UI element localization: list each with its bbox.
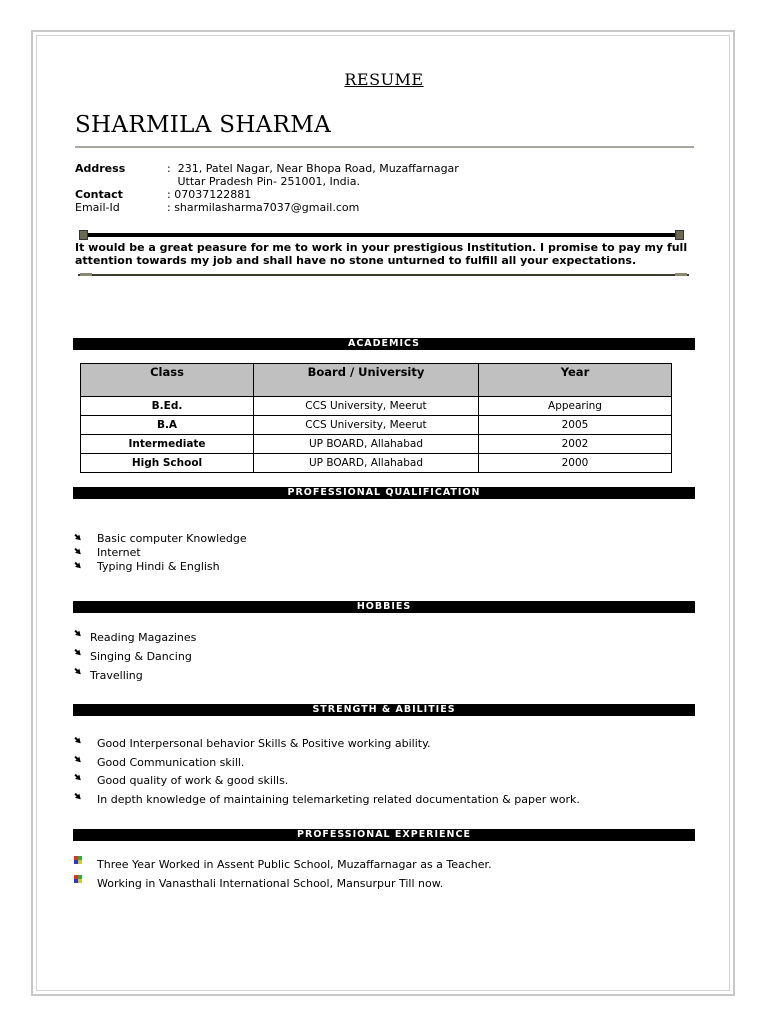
cell-year: Appearing	[479, 397, 672, 416]
resume-title: RESUME	[344, 70, 424, 89]
candidate-name: SHARMILA SHARMA	[75, 112, 331, 138]
strengths-list	[97, 735, 580, 810]
list-item: Internet	[97, 546, 247, 560]
qualification-heading: PROFESSIONAL QUALIFICATION	[73, 487, 695, 499]
table-row	[81, 397, 672, 416]
objective-statement: It would be a great peasure for me to work in your prestigious Institution. I promise to pay my full attention towards my job and shall have no stone unturned to fulfill all your expectations.	[75, 241, 688, 267]
cell-class: B.A	[81, 416, 254, 435]
cell-class: B.Ed.	[81, 397, 254, 416]
address-label: Address	[75, 162, 126, 175]
address-line-1: : 231, Patel Nagar, Near Bhopa Road, Muzaffarnagar	[167, 162, 459, 175]
qualification-list	[97, 532, 247, 574]
table-header-row	[81, 364, 672, 397]
email-row	[75, 201, 459, 214]
list-item: Good quality of work & good skills.	[97, 772, 580, 791]
contact-value: : 07037122881	[167, 188, 252, 201]
contact-block	[75, 162, 459, 214]
contact-label: Contact	[75, 188, 123, 201]
divider-cap-left	[79, 230, 88, 240]
hobbies-heading: HOBBIES	[73, 601, 695, 613]
cell-year: 2000	[479, 454, 672, 473]
list-item: Singing & Dancing	[90, 647, 196, 666]
email-label: Email-Id	[75, 201, 120, 214]
cell-class: High School	[81, 454, 254, 473]
list-item: Good Communication skill.	[97, 754, 580, 773]
experience-list	[97, 855, 492, 893]
cell-board: CCS University, Meerut	[254, 416, 479, 435]
email-value: : sharmilasharma7037@gmail.com	[167, 201, 360, 214]
column-header-class: Class	[81, 364, 254, 397]
cell-board: UP BOARD, Allahabad	[254, 454, 479, 473]
objective-top-divider	[80, 233, 683, 237]
cell-board: CCS University, Meerut	[254, 397, 479, 416]
column-header-year: Year	[479, 364, 672, 397]
list-item: Travelling	[90, 666, 196, 685]
column-header-board: Board / University	[254, 364, 479, 397]
list-item: Three Year Worked in Assent Public School, Muzaffarnagar as a Teacher.	[97, 855, 492, 874]
list-item: In depth knowledge of maintaining telemarketing related documentation & paper work.	[97, 791, 580, 810]
list-item: Reading Magazines	[90, 628, 196, 647]
list-item: Working in Vanasthali International School, Mansurpur Till now.	[97, 874, 492, 893]
cell-year: 2005	[479, 416, 672, 435]
objective-bottom-divider	[78, 274, 689, 276]
academics-table	[80, 363, 672, 473]
cell-class: Intermediate	[81, 435, 254, 454]
color-bullet-icon	[74, 856, 83, 865]
list-item: Typing Hindi & English	[97, 560, 247, 574]
divider-cap-right	[675, 230, 684, 240]
table-row	[81, 416, 672, 435]
hobbies-list	[90, 628, 196, 685]
strengths-heading: STRENGTH & ABILITIES	[73, 704, 695, 716]
cell-year: 2002	[479, 435, 672, 454]
list-item: Basic computer Knowledge	[97, 532, 247, 546]
list-item: Good Interpersonal behavior Skills & Positive working ability.	[97, 735, 580, 754]
table-row	[81, 454, 672, 473]
table-row	[81, 435, 672, 454]
color-bullet-icon	[74, 875, 83, 884]
academics-heading: ACADEMICS	[73, 338, 695, 350]
address-line-2: Uttar Pradesh Pin- 251001, India.	[167, 175, 360, 188]
cell-board: UP BOARD, Allahabad	[254, 435, 479, 454]
contact-row	[75, 188, 459, 201]
name-divider	[75, 146, 694, 148]
experience-heading: PROFESSIONAL EXPERIENCE	[73, 829, 695, 841]
address-row	[75, 162, 459, 175]
address-row-2	[75, 175, 459, 188]
